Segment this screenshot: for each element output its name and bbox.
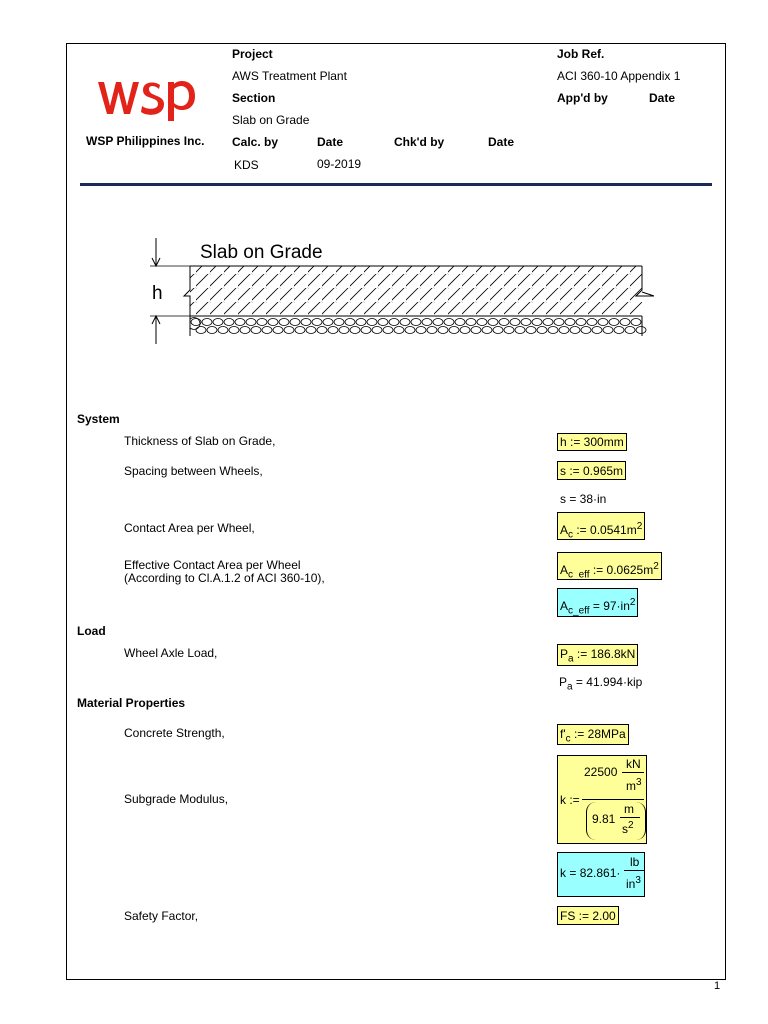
section-load: Load — [77, 624, 106, 638]
gravel-pebble — [411, 319, 421, 326]
gravel-pebble — [532, 319, 542, 326]
k-result-frac-line — [624, 870, 644, 871]
gravel-pebble — [279, 319, 289, 326]
gravel-pebble — [548, 327, 558, 334]
figure-title: Slab on Grade — [200, 242, 323, 263]
job-ref-value: ACI 360-10 Appendix 1 — [557, 69, 681, 83]
gravel-pebble — [372, 327, 382, 334]
header-rule — [80, 183, 712, 186]
gravel-pebble — [581, 327, 591, 334]
gravel-pebble — [427, 327, 437, 334]
gravel-pebble — [488, 319, 498, 326]
concrete-strength-value[interactable]: $f'_c$ := 28MPa — [557, 724, 629, 745]
subgrade-modulus-value[interactable] — [557, 755, 647, 844]
gravel-pebble — [235, 319, 245, 326]
k-main-frac-line — [582, 799, 644, 800]
gravel-pebble — [565, 319, 575, 326]
effective-area-result-magnitude: 97·in — [603, 599, 630, 613]
gravel-pebble — [224, 319, 234, 326]
gravel-pebble — [614, 327, 624, 334]
gravel-pebble — [378, 319, 388, 326]
gravel-pebble — [383, 327, 393, 334]
gravel-pebble — [400, 319, 410, 326]
k-result-prefix: k = 82.861· — [560, 866, 621, 880]
gravel-pebble — [515, 327, 525, 334]
axle-load-value[interactable]: $P_a$ := 186.8kN — [557, 644, 638, 666]
gravel-pebble — [521, 319, 531, 326]
date-label: Date — [317, 135, 344, 149]
gravel-pebble — [312, 319, 322, 326]
wsp-logo — [96, 76, 200, 122]
gravel-pebble — [609, 319, 619, 326]
axle-load-result-magnitude: 41.994·kip — [586, 675, 643, 689]
k-den-frac-line — [620, 817, 640, 818]
gravel-pebble — [416, 327, 426, 334]
gravel-pebble — [345, 319, 355, 326]
gravel-pebble — [240, 327, 250, 334]
gravel-pebble — [422, 319, 432, 326]
gravel-pebble — [405, 327, 415, 334]
k-result-unit-lb: lb — [630, 855, 640, 869]
k-assign-symbol: k := — [560, 793, 580, 807]
gravel-pebble — [620, 319, 630, 326]
gravel-pebble — [592, 327, 602, 334]
gravel-pebble — [493, 327, 503, 334]
gravel-pebble — [301, 319, 311, 326]
k-result-unit-in3: $in^3$ — [626, 875, 641, 891]
gravel-pebble — [229, 327, 239, 334]
gravel-pebble — [438, 327, 448, 334]
effective-area-result: $A_{c\_eff} = 97\cdot in^2$ — [557, 588, 638, 617]
effective-area-value[interactable]: $A_{c\_eff}$ := $0.0625m^2$ — [557, 552, 662, 580]
gravel-pebble — [510, 319, 520, 326]
calc-by-label: Calc. by — [232, 135, 279, 149]
page-number: 1 — [714, 980, 721, 992]
gravel-pebble — [202, 319, 212, 326]
gravel-pebble — [213, 319, 223, 326]
k-denominator: 9.81 — [592, 812, 616, 826]
date-value: 09-2019 — [317, 157, 362, 171]
gravel-pebble — [466, 319, 476, 326]
gravel-pebble — [598, 319, 608, 326]
gravel-pebble — [251, 327, 261, 334]
gravel-pebble — [499, 319, 509, 326]
gravel-pebble — [636, 327, 646, 334]
gravel-pebble — [543, 319, 553, 326]
effective-area-label-1: Effective Contact Area per Wheel — [124, 558, 301, 572]
gravel-pebble — [570, 327, 580, 334]
spacing-result: s = 38·in — [560, 492, 607, 506]
axle-load-result: $P_a = 41.994\cdot kip$ — [559, 675, 643, 693]
gravel-pebble — [295, 327, 305, 334]
safety-factor-label: Safety Factor, — [124, 909, 199, 923]
spacing-value[interactable]: s := 0.965m — [557, 461, 626, 480]
gravel-pebble — [449, 327, 459, 334]
slab-hatch — [190, 266, 642, 316]
thickness-dimension-label: h — [152, 283, 163, 304]
gravel-pebble — [587, 319, 597, 326]
concrete-strength-label: Concrete Strength, — [124, 726, 225, 740]
gravel-pebble — [350, 327, 360, 334]
gravel-pebble — [334, 319, 344, 326]
k-unit-m3: $m^3$ — [626, 777, 642, 793]
gravel-pebble — [444, 319, 454, 326]
k-unit-frac-line — [622, 772, 644, 773]
gravel-pebble — [433, 319, 443, 326]
project-label: Project — [232, 47, 273, 61]
gravel-pebble — [554, 319, 564, 326]
gravel-pebble — [394, 327, 404, 334]
subgrade-modulus-label: Subgrade Modulus, — [124, 792, 229, 806]
gravel-pebble — [246, 319, 256, 326]
chkd-date-label: Date — [488, 135, 515, 149]
section-label: Section — [232, 91, 276, 105]
concrete-strength-magnitude: 28MPa — [587, 727, 626, 741]
k-numerator: 22500 — [584, 765, 618, 779]
slab-diagram — [140, 232, 660, 352]
gravel-pebble — [218, 327, 228, 334]
gravel-pebble — [323, 319, 333, 326]
contact-area-value[interactable]: $A_c$ := $0.0541m^2$ — [557, 512, 645, 540]
axle-load-magnitude: 186.8kN — [590, 647, 636, 661]
appd-by-label: App'd by — [557, 91, 608, 105]
calc-by-value: KDS — [234, 158, 259, 172]
gravel-pebble — [317, 327, 327, 334]
k-result-magnitude: 82.861 — [579, 866, 617, 880]
gravel-pebble — [196, 327, 206, 334]
gravel-pebble — [477, 319, 487, 326]
gravel-pebble — [603, 327, 613, 334]
section-system: System — [77, 412, 120, 426]
gravel-pebble — [328, 327, 338, 334]
subgrade-modulus-result — [557, 852, 645, 897]
gravel-pebble — [526, 327, 536, 334]
gravel-pebble — [537, 327, 547, 334]
gravel-pebble — [471, 327, 481, 334]
gravel-pebble — [389, 319, 399, 326]
contact-area-label: Contact Area per Wheel, — [124, 521, 255, 535]
k-den-unit-m: m — [624, 802, 634, 816]
contact-area-magnitude: 0.0541m — [590, 523, 637, 537]
k-unit-kn: kN — [626, 757, 641, 771]
thickness-value[interactable]: h := 300mm — [557, 433, 627, 451]
gravel-pebble — [257, 319, 267, 326]
company-name: WSP Philippines Inc. — [86, 134, 205, 148]
gravel-pebble — [306, 327, 316, 334]
job-ref-label: Job Ref. — [557, 47, 605, 61]
gravel-pebble — [207, 327, 217, 334]
spacing-label: Spacing between Wheels, — [124, 464, 263, 478]
section-material: Material Properties — [77, 696, 186, 710]
section-value: Slab on Grade — [232, 113, 310, 127]
gravel-pebble — [504, 327, 514, 334]
gravel-pebble — [455, 319, 465, 326]
gravel-pebble — [290, 319, 300, 326]
appd-date-label: Date — [649, 91, 676, 105]
gravel-pebble — [268, 319, 278, 326]
k-den-unit-s2: $s^2$ — [622, 820, 634, 836]
thickness-label: Thickness of Slab on Grade, — [124, 434, 276, 448]
gravel-pebble — [576, 319, 586, 326]
gravel-pebble — [284, 327, 294, 334]
gravel-pebble — [361, 327, 371, 334]
gravel-pebble — [367, 319, 377, 326]
gravel-pebble — [262, 327, 272, 334]
chkd-by-label: Chk'd by — [394, 135, 445, 149]
gravel-pebble — [482, 327, 492, 334]
gravel-pebble — [631, 319, 641, 326]
safety-factor-value[interactable]: FS := 2.00 — [557, 906, 619, 925]
effective-area-label-2: (According to Cl.A.1.2 of ACI 360-10), — [124, 571, 325, 585]
gravel-pebble — [339, 327, 349, 334]
gravel-pebble — [625, 327, 635, 334]
gravel-pebble — [273, 327, 283, 334]
gravel-pebble — [356, 319, 366, 326]
axle-load-label: Wheel Axle Load, — [124, 646, 218, 660]
gravel-pebble — [559, 327, 569, 334]
gravel-pebble — [460, 327, 470, 334]
project-value: AWS Treatment Plant — [232, 69, 347, 83]
effective-area-magnitude: 0.0625m — [606, 563, 654, 577]
